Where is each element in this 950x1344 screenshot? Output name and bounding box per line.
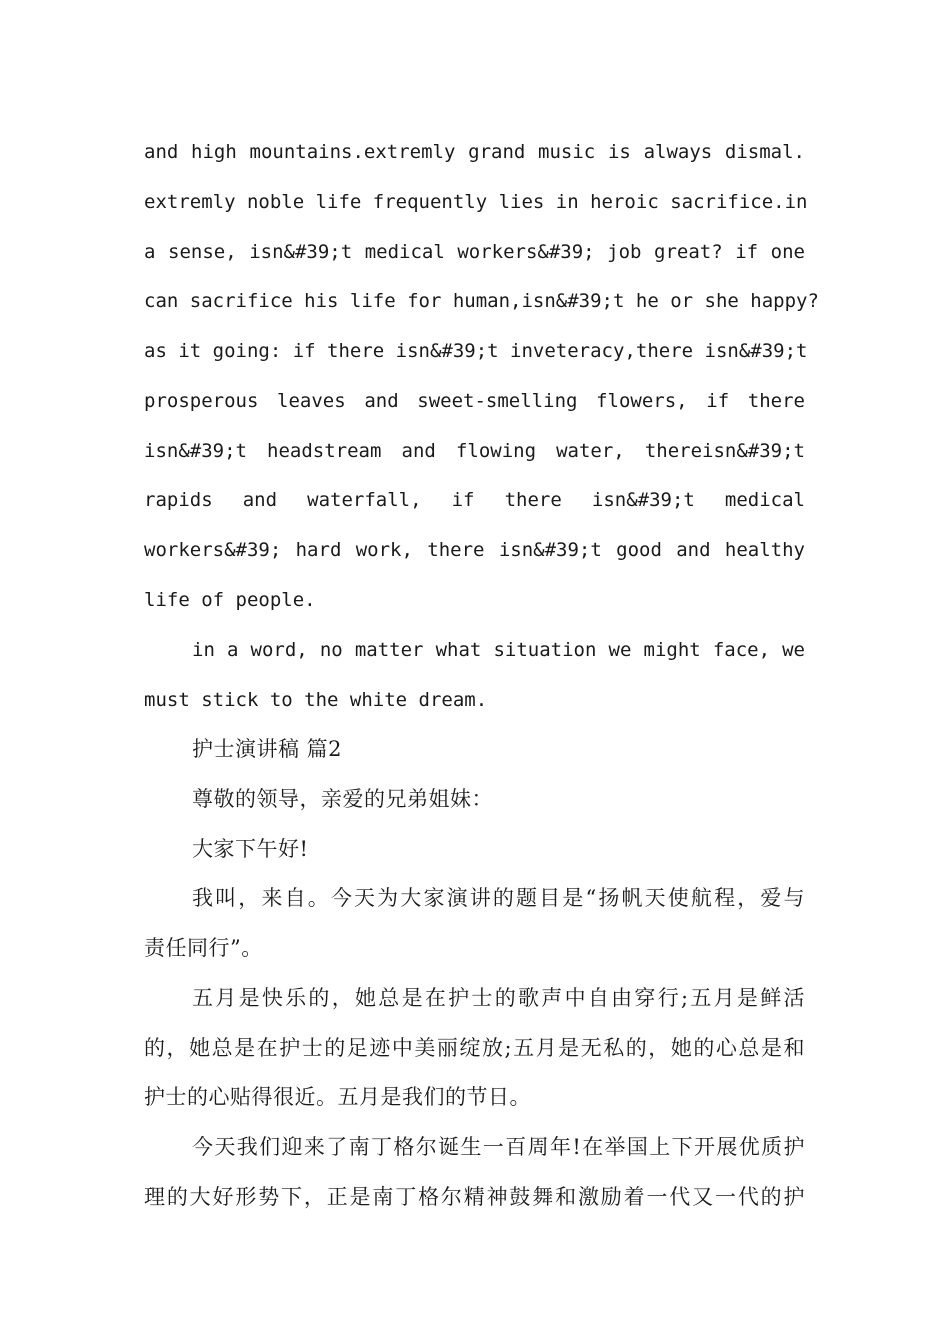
text-line: must stick to the white dream. — [144, 689, 488, 711]
text-line: 尊敬的领导，亲爱的兄弟姐妹： — [192, 787, 493, 811]
text-line: 今天我们迎来了南丁格尔诞生一百周年!在举国上下开展优质护 — [192, 1135, 805, 1159]
text-line: 我叫，来自。今天为大家演讲的题目是“扬帆天使航程，爱与 — [192, 886, 805, 910]
text-line: prosperous leaves and sweet-smelling flowers, if there — [144, 390, 805, 412]
text-line: 护士的心贴得很近。五月是我们的节日。 — [144, 1085, 531, 1109]
text-line: as it going: if there isn&#39;t inveteracy,there isn&#39;t — [144, 340, 808, 362]
text-line: and high mountains.extremly grand music is always dismal. — [144, 141, 805, 163]
text-line: can sacrifice his life for human,isn&#39;t he or she happy? — [144, 290, 819, 312]
text-line: rapids and waterfall, if there isn&#39;t medical — [144, 489, 805, 511]
text-line: life of people. — [144, 589, 316, 611]
text-line: isn&#39;t headstream and flowing water, thereisn&#39;t — [144, 440, 805, 462]
text-line: workers&#39; hard work, there isn&#39;t good and healthy — [144, 539, 805, 561]
text-line: 理的大好形势下，正是南丁格尔精神鼓舞和激励着一代又一代的护 — [144, 1185, 805, 1209]
text-line: 的，她总是在护士的足迹中美丽绽放;五月是无私的，她的心总是和 — [144, 1036, 805, 1060]
section-heading: 护士演讲稿 篇2 — [192, 737, 343, 761]
text-line: 五月是快乐的，她总是在护士的歌声中自由穿行;五月是鲜活 — [192, 986, 805, 1010]
text-line: 责任同行”。 — [144, 936, 263, 960]
text-line: in a word, no matter what situation we might face, we — [192, 639, 805, 661]
text-line: extremly noble life frequently lies in heroic sacrifice.in — [144, 191, 808, 213]
text-line: a sense, isn&#39;t medical workers&#39; job great? if one — [144, 241, 805, 263]
text-line: 大家下午好! — [192, 837, 309, 861]
